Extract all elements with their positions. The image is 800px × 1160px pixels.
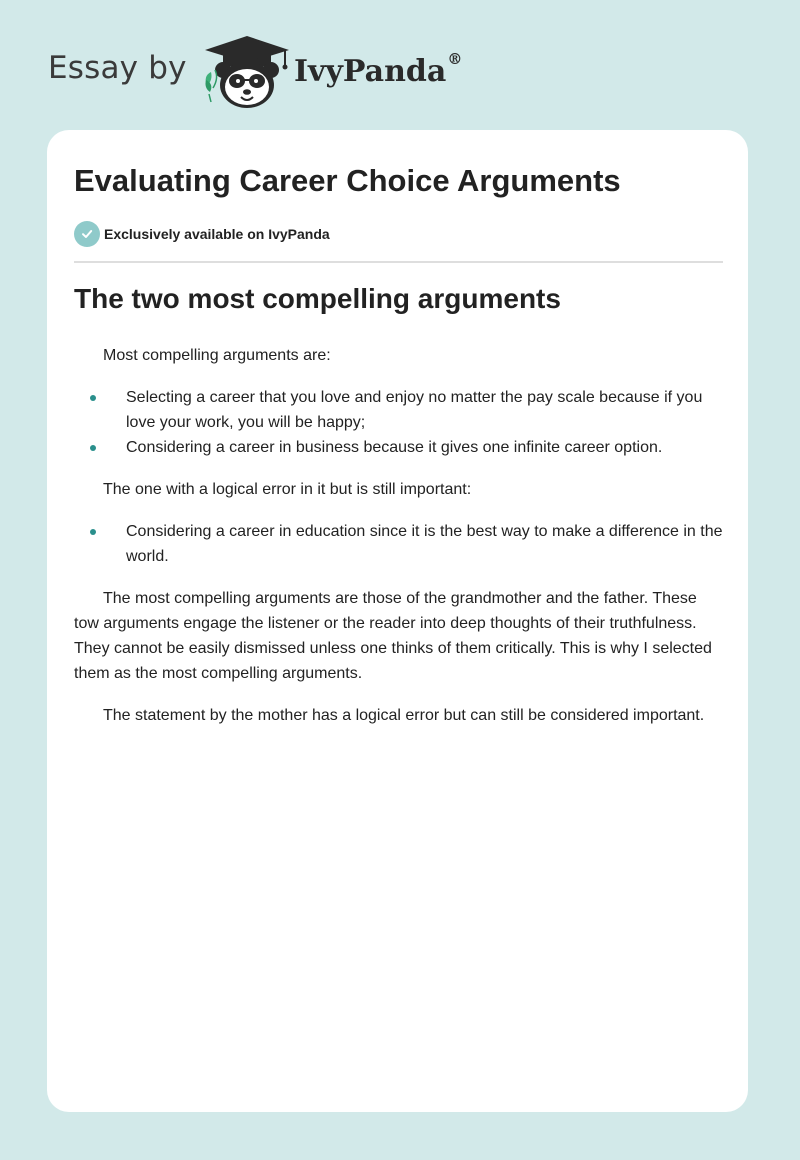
brand-name[interactable]: [294, 50, 463, 89]
body-paragraph: The most compelling arguments are those of the grandmother and the father. These tow arguments engage the listener or the reader into deep thoughts of their truthfulness. They cannot be easily dismissed unless one thinks of them critically. This is why I selected them as the most compelling arguments.: [74, 590, 712, 682]
divider: [74, 261, 723, 263]
registered-mark: ®: [447, 50, 463, 68]
intro-paragraph-1: Most compelling arguments are:: [103, 347, 331, 364]
bullet-list-2: [74, 519, 723, 569]
essay-card: [47, 130, 748, 1112]
badge-label: Exclusively available on IvyPanda: [104, 226, 330, 242]
site-header: [48, 30, 508, 110]
list-item: Selecting a career that you love and enjoy no matter the pay scale because if you love your work, you will be happy;: [126, 385, 723, 435]
essay-by-label: Essay by: [48, 50, 187, 86]
intro-paragraph-2: The one with a logical error in it but is still important:: [103, 481, 472, 498]
essay-body: [74, 343, 723, 745]
body-paragraph: The statement by the mother has a logical error but can still be considered important.: [103, 707, 705, 724]
page-title: Evaluating Career Choice Arguments: [74, 163, 621, 198]
check-circle-icon: [74, 221, 100, 247]
bullet-list-1: [74, 385, 723, 460]
list-item: Considering a career in business because it gives one infinite career option.: [126, 435, 723, 460]
section-heading: The two most compelling arguments: [74, 283, 561, 314]
exclusive-badge: [74, 221, 330, 247]
panda-logo-icon[interactable]: [201, 30, 293, 110]
list-item: Considering a career in education since it is the best way to make a difference in the world.: [126, 519, 723, 569]
brand-name-text: IvyPanda: [294, 54, 447, 89]
